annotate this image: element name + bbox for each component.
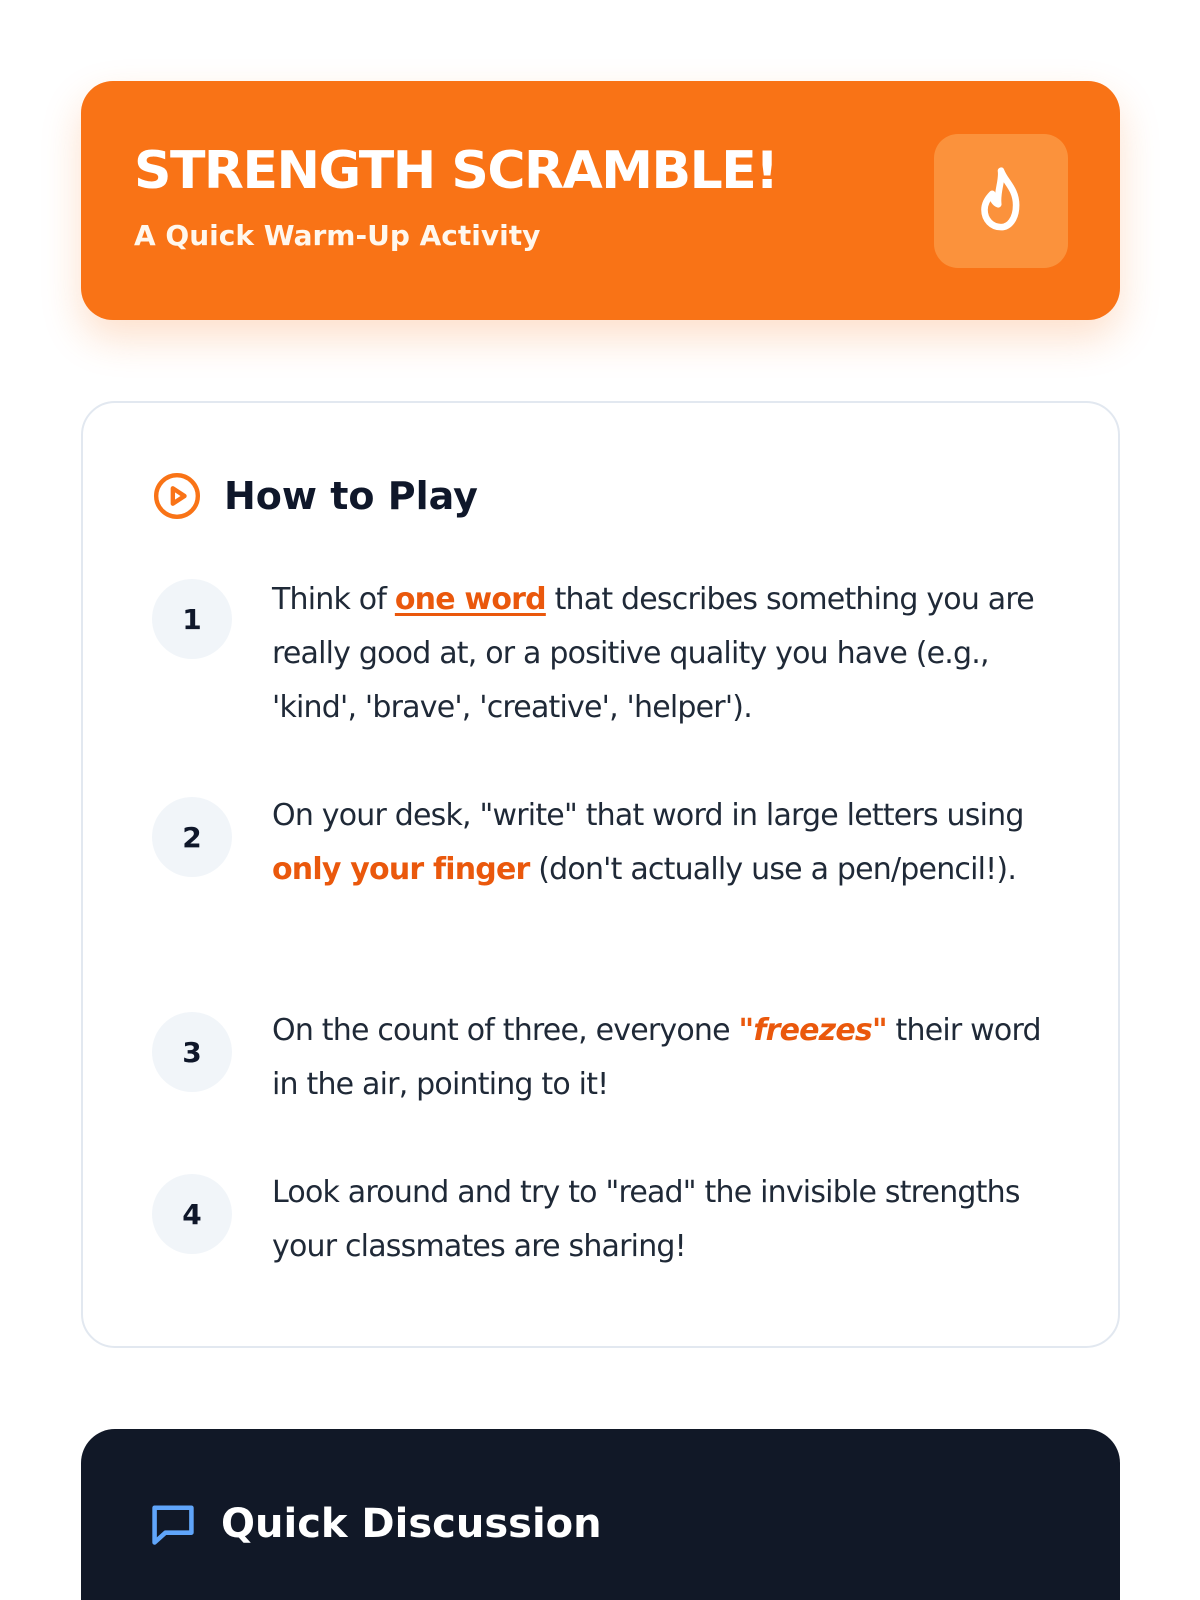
how-to-play-card — [81, 401, 1120, 1348]
header-banner — [81, 81, 1120, 320]
step-number: 3 — [152, 1012, 232, 1092]
step-highlight: "freezes" — [738, 1013, 887, 1048]
quick-discussion-title: Quick Discussion — [221, 1501, 602, 1547]
quick-discussion-card — [81, 1429, 1120, 1600]
step-number: 2 — [152, 797, 232, 877]
header-icon-box — [934, 134, 1068, 268]
page-title: STRENGTH SCRAMBLE! — [134, 141, 778, 201]
how-to-play-title: How to Play — [224, 474, 478, 518]
play-circle-icon — [152, 471, 202, 521]
step-number: 1 — [152, 579, 232, 659]
step-text: Think of one word that describes something you are really good at, or a positive quality you have (e.g., 'kind', 'brave', 'creative', 'helper'). — [272, 582, 1034, 725]
step-text: On the count of three, everyone "freezes" their word in the air, pointing to it! — [272, 1013, 1041, 1102]
step-highlight: only your finger — [272, 852, 530, 887]
page-subtitle: A Quick Warm-Up Activity — [134, 219, 541, 252]
step-highlight: one word — [394, 582, 546, 617]
quick-discussion-heading — [147, 1497, 602, 1551]
chat-bubble-icon — [147, 1498, 199, 1550]
how-to-play-heading — [152, 469, 478, 523]
step-text: Look around and try to "read" the invisible strengths your classmates are sharing! — [272, 1175, 1020, 1264]
step-number: 4 — [152, 1174, 232, 1254]
flame-icon — [968, 165, 1034, 237]
step-text: On your desk, "write" that word in large letters using only your finger (don't actually use a pen/pencil!). — [272, 798, 1024, 887]
